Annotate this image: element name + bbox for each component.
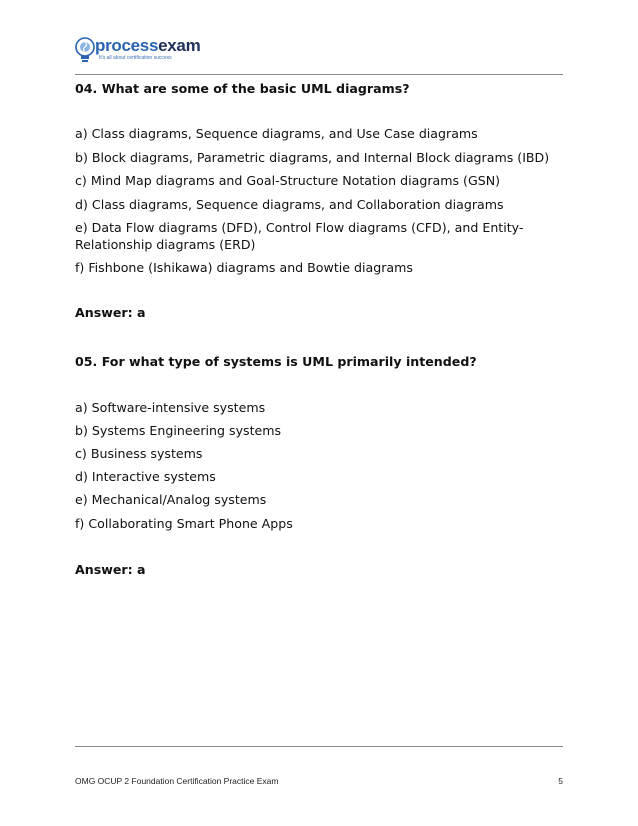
q4-option-e: e) Data Flow diagrams (DFD), Control Flow diagrams (CFD), and Entity-Relationship diagrams (ERD)	[75, 220, 524, 252]
q4-option-c: c) Mind Map diagrams and Goal-Structure Notation diagrams (GSN)	[75, 173, 501, 188]
processexam-logo	[75, 36, 215, 70]
q5-option-f: f) Collaborating Smart Phone Apps	[75, 516, 293, 531]
question-4-title: 04. What are some of the basic UML diagrams?	[75, 81, 410, 96]
logo-wordmark	[95, 36, 200, 56]
q5-option-e: e) Mechanical/Analog systems	[75, 492, 267, 507]
q4-answer: Answer: a	[75, 305, 146, 320]
q5-option-c: c) Business systems	[75, 446, 203, 461]
lightbulb-logo-icon	[75, 36, 97, 66]
logo-word-process: process	[95, 36, 159, 55]
q4-option-f: f) Fishbone (Ishikawa) diagrams and Bowtie diagrams	[75, 260, 413, 275]
q5-answer: Answer: a	[75, 562, 146, 577]
q4-option-d: d) Class diagrams, Sequence diagrams, and Collaboration diagrams	[75, 197, 504, 212]
q4-option-a: a) Class diagrams, Sequence diagrams, and Use Case diagrams	[75, 126, 478, 141]
logo-word-exam: exam	[158, 36, 201, 55]
page-number: 5	[558, 776, 563, 786]
question-5-title: 05. For what type of systems is UML primarily intended?	[75, 354, 477, 369]
q5-option-d: d) Interactive systems	[75, 469, 216, 484]
footer-divider	[75, 746, 563, 747]
q5-option-b: b) Systems Engineering systems	[75, 423, 282, 438]
q4-option-b: b) Block diagrams, Parametric diagrams, and Internal Block diagrams (IBD)	[75, 150, 550, 165]
q5-option-a: a) Software-intensive systems	[75, 400, 266, 415]
logo-tagline: It's all about certification success	[99, 55, 172, 61]
footer-title: OMG OCUP 2 Foundation Certification Practice Exam	[75, 776, 279, 786]
header-divider	[75, 74, 563, 75]
